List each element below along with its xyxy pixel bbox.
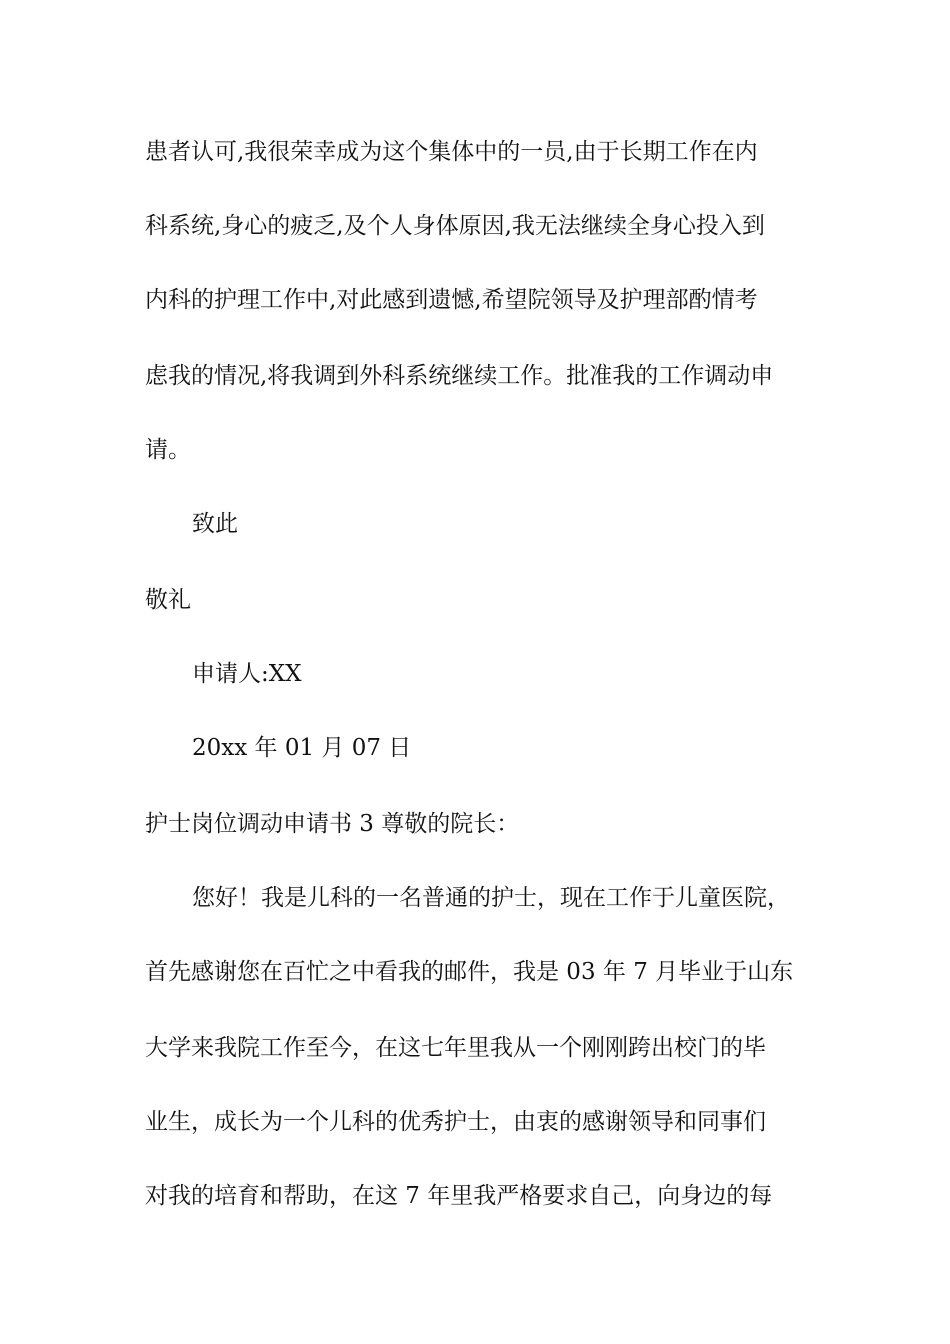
paragraph-line: 请。 bbox=[145, 437, 191, 463]
applicant-signature: 申请人:XX bbox=[192, 661, 302, 687]
document-date: 20xx 年 01 月 07 日 bbox=[192, 735, 412, 761]
closing-regards: 敬礼 bbox=[145, 587, 191, 613]
paragraph-line: 科系统,身心的疲乏,及个人身体原因,我无法继续全身心投入到 bbox=[145, 213, 765, 239]
paragraph-line: 您好！我是儿科的一名普通的护士，现在工作于儿童医院， bbox=[192, 885, 790, 911]
paragraph-line: 虑我的情况,将我调到外科系统继续工作。批准我的工作调动申 bbox=[145, 363, 774, 389]
paragraph-line: 内科的护理工作中,对此感到遗憾,希望院领导及护理部酌情考 bbox=[145, 287, 758, 313]
paragraph-line: 业生，成长为一个儿科的优秀护士，由衷的感谢领导和同事们 bbox=[145, 1109, 766, 1135]
section-heading: 护士岗位调动申请书 3 尊敬的院长： bbox=[145, 811, 520, 837]
paragraph-line: 首先感谢您在百忙之中看我的邮件，我是 03 年 7 月毕业于山东 bbox=[145, 959, 794, 985]
paragraph-line: 大学来我院工作至今，在这七年里我从一个刚刚跨出校门的毕 bbox=[145, 1035, 766, 1061]
paragraph-line: 对我的培育和帮助，在这 7 年里我严格要求自己，向身边的每 bbox=[145, 1183, 773, 1209]
closing-salutation: 致此 bbox=[192, 511, 238, 537]
paragraph-line: 患者认可,我很荣幸成为这个集体中的一员,由于长期工作在内 bbox=[145, 139, 758, 165]
